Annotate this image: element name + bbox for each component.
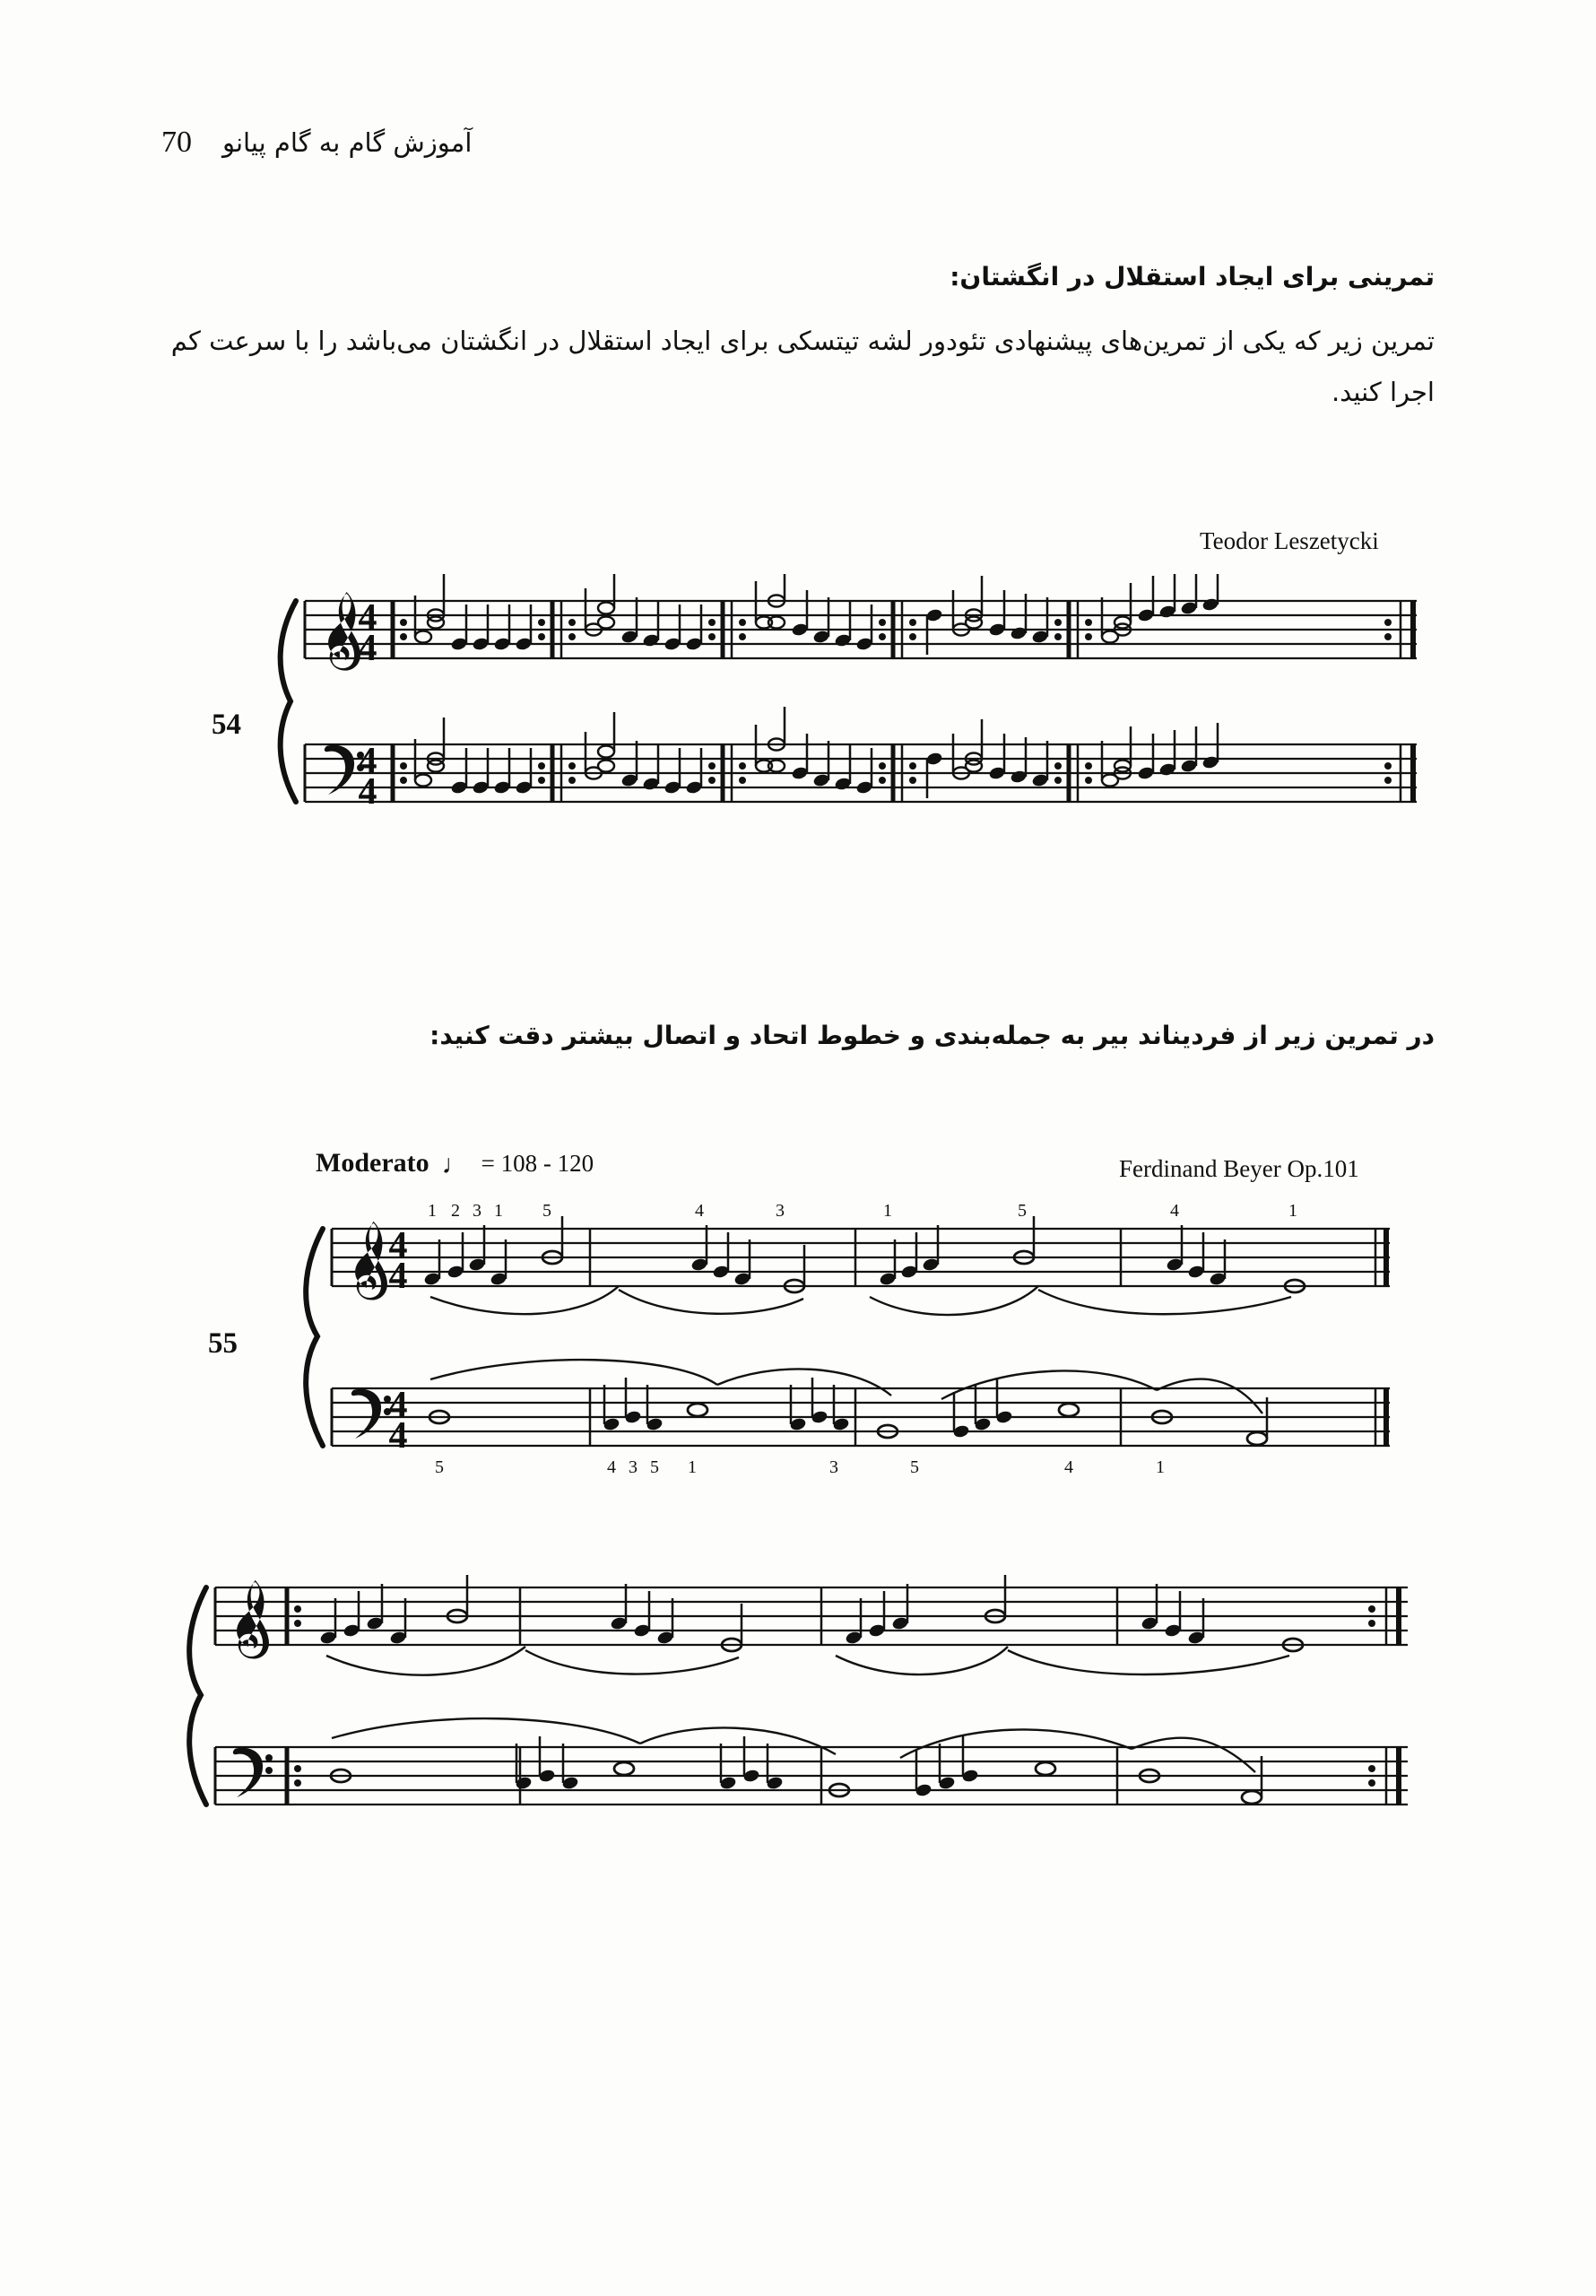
tempo-value: = 108 - 120 bbox=[481, 1149, 594, 1177]
svg-text:1: 1 bbox=[1288, 1201, 1297, 1221]
music-system-54 bbox=[269, 574, 1453, 843]
svg-text:5: 5 bbox=[650, 1457, 659, 1477]
svg-text:2: 2 bbox=[451, 1201, 460, 1221]
quarter-note-icon: ♩ bbox=[441, 1150, 469, 1179]
section-heading-independence: تمرینی برای ایجاد استقلال در انگشتان: bbox=[950, 262, 1435, 291]
svg-text:5: 5 bbox=[542, 1201, 551, 1221]
section-heading-beyer: در تمرین زیر از فردیناند بیر به جمله‌بندی و خطوط اتحاد و اتصال بیشتر دقت کنید: bbox=[429, 1021, 1435, 1050]
svg-text:3: 3 bbox=[829, 1457, 838, 1477]
svg-text:3: 3 bbox=[629, 1457, 638, 1477]
svg-text:4: 4 bbox=[695, 1201, 704, 1221]
svg-text:1: 1 bbox=[883, 1201, 892, 1221]
svg-text:5: 5 bbox=[910, 1457, 919, 1477]
svg-text:4: 4 bbox=[388, 1385, 408, 1426]
tempo-word: Moderato bbox=[316, 1148, 429, 1178]
header-title: آموزش گام به گام پیانو bbox=[222, 127, 473, 158]
exercise-number-54: 54 bbox=[212, 709, 241, 741]
music-system-55-continuation bbox=[161, 1561, 1435, 1848]
svg-text:5: 5 bbox=[1018, 1201, 1027, 1221]
section-paragraph-independence: تمرین زیر که یکی از تمرین‌های پیشنهادی تئودور لشه تیتسکی برای ایجاد استقلال در انگشتان می‌باشد را با سرعت کم اجرا کنید. bbox=[170, 326, 1435, 407]
svg-text:1: 1 bbox=[688, 1457, 697, 1477]
svg-text:4: 4 bbox=[1064, 1457, 1073, 1477]
svg-text:3: 3 bbox=[776, 1201, 785, 1221]
svg-text:4: 4 bbox=[388, 1256, 408, 1297]
svg-text:4: 4 bbox=[358, 771, 377, 813]
composer-attribution-54: Teodor Leszetycki bbox=[1200, 527, 1379, 554]
page-header bbox=[161, 126, 1435, 160]
svg-text:4: 4 bbox=[607, 1457, 616, 1477]
tempo-marking bbox=[316, 1148, 594, 1178]
svg-text:4: 4 bbox=[358, 741, 377, 782]
svg-text:4: 4 bbox=[1170, 1201, 1179, 1221]
svg-text:4: 4 bbox=[388, 1415, 408, 1457]
svg-text:5: 5 bbox=[435, 1457, 444, 1477]
composer-attribution-55: Ferdinand Beyer Op.101 bbox=[1119, 1155, 1359, 1182]
svg-text:4: 4 bbox=[358, 628, 377, 669]
page-number: 70 bbox=[161, 126, 192, 159]
exercise-number-55: 55 bbox=[208, 1327, 238, 1360]
music-system-55 bbox=[296, 1193, 1426, 1489]
svg-text:1: 1 bbox=[428, 1201, 437, 1221]
svg-text:1: 1 bbox=[494, 1201, 503, 1221]
svg-text:1: 1 bbox=[1156, 1457, 1165, 1477]
svg-text:3: 3 bbox=[473, 1201, 481, 1221]
svg-text:4: 4 bbox=[358, 597, 377, 639]
svg-text:4: 4 bbox=[388, 1225, 408, 1266]
